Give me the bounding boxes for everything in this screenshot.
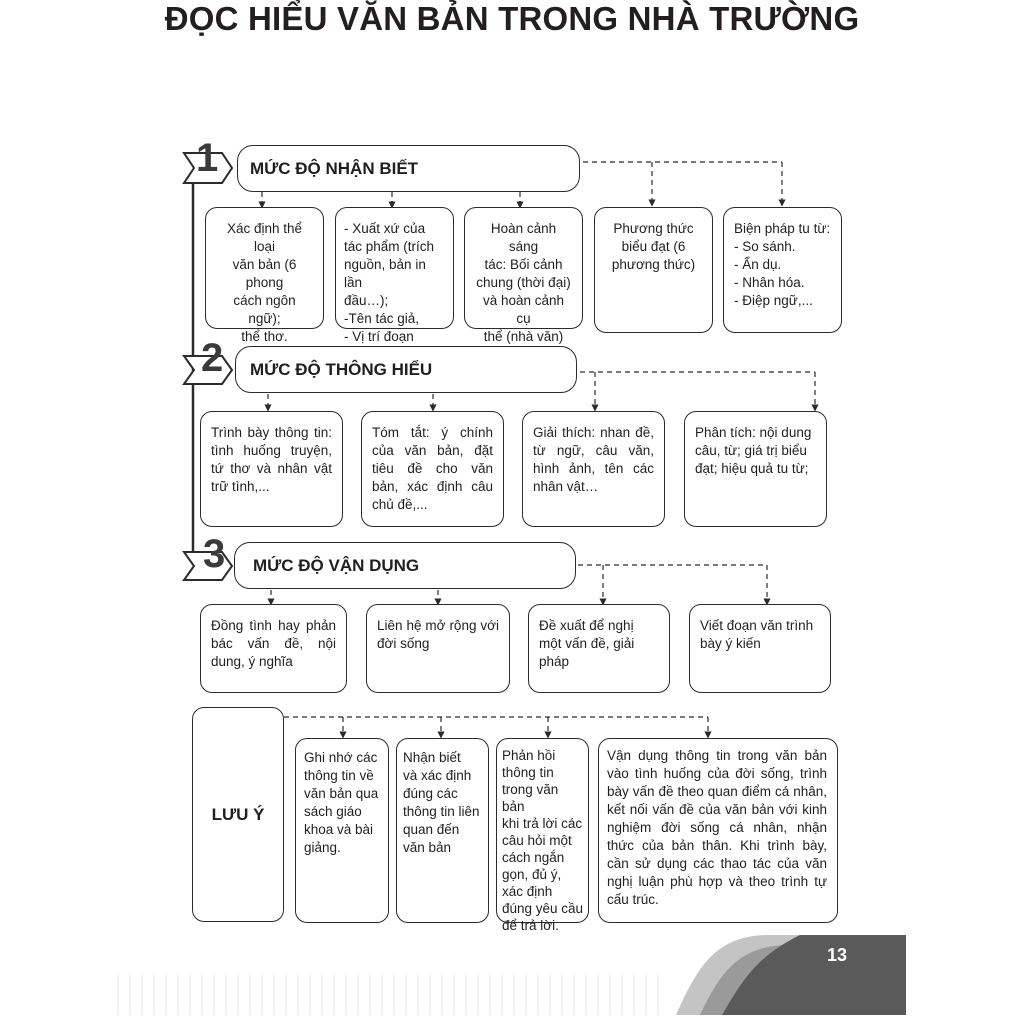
level-box: Trình bày thông tin: tình huống truyện, tứ thơ và nhân vật trữ tình,... (200, 411, 343, 527)
level-number: 1 (196, 136, 219, 180)
level-box: Đề xuất để nghị một vấn đề, giải pháp (528, 604, 670, 693)
level-box: Viết đoạn văn trình bày ý kiến (689, 604, 831, 693)
page-title: ĐỌC HIỂU VĂN BẢN TRONG NHÀ TRƯỜNG (164, 0, 860, 37)
level-box: Phương thức biểu đạt (6 phương thức) (594, 207, 713, 333)
level-heading: MỨC ĐỘ NHẬN BIẾT (237, 145, 580, 192)
note-label: LƯU Ý (192, 707, 284, 922)
level-box: Đồng tình hay phản bác vấn đề, nội dung, ý nghĩa (200, 604, 347, 693)
page-number: 13 (826, 945, 848, 965)
level-heading: MỨC ĐỘ VẬN DỤNG (234, 542, 576, 589)
level-number: 2 (201, 336, 224, 380)
level-box: Biện pháp tu từ: - So sánh. - Ẩn dụ. - Nhân hóa. - Điệp ngữ,... (723, 207, 842, 333)
level-heading: MỨC ĐỘ THÔNG HIỂU (235, 346, 577, 393)
level-box: Xác định thể loại văn bản (6 phong cách ngôn ngữ); thể thơ. (205, 207, 324, 329)
level-box: Tóm tắt: ý chính của văn bản, đặt tiêu đề cho văn bản, xác định câu chủ đề,... (361, 411, 504, 527)
note-box: Vận dụng thông tin trong văn bản vào tình huống của đời sống, trình bày vấn đề theo quan điểm cá nhân, kết nối vấn đề của văn bản với kinh nghiệm đời sống cá nhân, nhận thức của bản thân. Khi trình bày, cần sử dụng các thao tác của văn nghị luận phù hợp và theo trình tự cấu trúc. (598, 738, 838, 923)
level-box: Giải thích: nhan đề, từ ngữ, câu văn, hình ảnh, tên các nhân vật… (522, 411, 665, 527)
note-box: Ghi nhớ các thông tin về văn bản qua sách giáo khoa và bài giảng. (295, 738, 389, 923)
note-box: Nhận biết và xác định đúng các thông tin liên quan đến văn bản (396, 738, 489, 923)
level-number: 3 (203, 532, 226, 576)
level-box: Hoàn cảnh sáng tác: Bối cảnh chung (thời đại) và hoàn cảnh cụ thể (nhà văn) (464, 207, 583, 329)
note-box: Phản hồi thông tin trong văn bản khi trả lời các câu hỏi một cách ngắn gọn, đủ ý, xác định đúng yêu cầu để trả lời. (496, 738, 589, 923)
level-box: Liên hệ mở rộng với đời sống (366, 604, 510, 693)
level-box: - Xuất xứ của tác phẩm (trích nguồn, bản in lần đầu…); -Tên tác giả, - Vị trí đoạn (335, 207, 454, 329)
level-box: Phân tích: nội dung câu, từ; giá trị biểu đạt; hiệu quả tu từ; (684, 411, 827, 527)
